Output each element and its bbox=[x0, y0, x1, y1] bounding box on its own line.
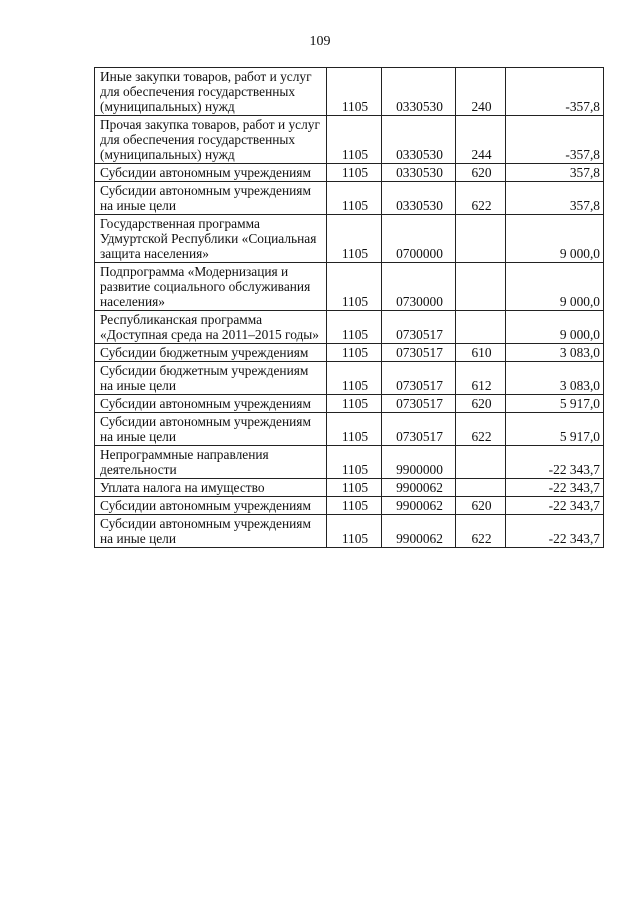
row-name-cell: Уплата налога на имущество bbox=[95, 479, 327, 497]
row-section-code: 1105 bbox=[327, 395, 382, 413]
row-name-cell: Республиканская программа «Доступная среда на 2011–2015 годы» bbox=[95, 311, 327, 344]
row-section-code: 1105 bbox=[327, 116, 382, 164]
table-row bbox=[95, 182, 604, 215]
row-amount: -22 343,7 bbox=[506, 515, 604, 548]
table-row bbox=[95, 395, 604, 413]
row-section-code: 1105 bbox=[327, 515, 382, 548]
row-target-code: 0730517 bbox=[382, 395, 456, 413]
row-expense-type bbox=[456, 263, 506, 311]
row-amount: 3 083,0 bbox=[506, 344, 604, 362]
table-row bbox=[95, 413, 604, 446]
row-section-code: 1105 bbox=[327, 68, 382, 116]
row-expense-type: 622 bbox=[456, 182, 506, 215]
row-amount: -357,8 bbox=[506, 68, 604, 116]
row-target-code: 9900062 bbox=[382, 515, 456, 548]
row-name-cell: Субсидии автономным учреждениям bbox=[95, 497, 327, 515]
row-name-cell: Непрограммные направления деятельности bbox=[95, 446, 327, 479]
row-target-code: 0330530 bbox=[382, 116, 456, 164]
row-section-code: 1105 bbox=[327, 263, 382, 311]
row-target-code: 0700000 bbox=[382, 215, 456, 263]
table-row bbox=[95, 68, 604, 116]
row-section-code: 1105 bbox=[327, 479, 382, 497]
table-row bbox=[95, 479, 604, 497]
table-row bbox=[95, 263, 604, 311]
budget-table-body bbox=[95, 68, 604, 548]
row-expense-type bbox=[456, 311, 506, 344]
row-target-code: 0330530 bbox=[382, 68, 456, 116]
row-amount: 357,8 bbox=[506, 182, 604, 215]
row-target-code: 9900000 bbox=[382, 446, 456, 479]
row-amount: 9 000,0 bbox=[506, 311, 604, 344]
row-expense-type: 612 bbox=[456, 362, 506, 395]
row-name-cell: Субсидии автономным учреждениям на иные цели bbox=[95, 182, 327, 215]
row-section-code: 1105 bbox=[327, 362, 382, 395]
budget-table bbox=[94, 67, 604, 548]
row-amount: 5 917,0 bbox=[506, 395, 604, 413]
row-section-code: 1105 bbox=[327, 446, 382, 479]
row-name-cell: Государственная программа Удмуртской Республики «Социальная защита населения» bbox=[95, 215, 327, 263]
table-row bbox=[95, 515, 604, 548]
row-name-cell: Прочая закупка товаров, работ и услуг для обеспечения государственных (муниципальных) нужд bbox=[95, 116, 327, 164]
row-expense-type: 240 bbox=[456, 68, 506, 116]
row-amount: 9 000,0 bbox=[506, 215, 604, 263]
row-name-cell: Субсидии автономным учреждениям на иные цели bbox=[95, 413, 327, 446]
row-expense-type: 620 bbox=[456, 395, 506, 413]
row-name-cell: Субсидии бюджетным учреждениям bbox=[95, 344, 327, 362]
row-expense-type: 622 bbox=[456, 413, 506, 446]
table-row bbox=[95, 311, 604, 344]
row-amount: -357,8 bbox=[506, 116, 604, 164]
row-expense-type: 620 bbox=[456, 164, 506, 182]
row-target-code: 0730517 bbox=[382, 362, 456, 395]
row-expense-type: 622 bbox=[456, 515, 506, 548]
row-section-code: 1105 bbox=[327, 311, 382, 344]
row-name-cell: Субсидии автономным учреждениям bbox=[95, 395, 327, 413]
row-amount: 5 917,0 bbox=[506, 413, 604, 446]
table-row bbox=[95, 446, 604, 479]
row-amount: 3 083,0 bbox=[506, 362, 604, 395]
table-row bbox=[95, 344, 604, 362]
table-row bbox=[95, 116, 604, 164]
row-amount: -22 343,7 bbox=[506, 479, 604, 497]
row-expense-type bbox=[456, 215, 506, 263]
row-name-cell: Подпрограмма «Модернизация и развитие социального обслуживания населения» bbox=[95, 263, 327, 311]
table-row bbox=[95, 362, 604, 395]
row-target-code: 0730517 bbox=[382, 344, 456, 362]
row-target-code: 0330530 bbox=[382, 164, 456, 182]
row-amount: 9 000,0 bbox=[506, 263, 604, 311]
row-target-code: 9900062 bbox=[382, 497, 456, 515]
page-number: 109 bbox=[309, 34, 331, 49]
row-section-code: 1105 bbox=[327, 164, 382, 182]
row-expense-type: 620 bbox=[456, 497, 506, 515]
row-target-code: 0730517 bbox=[382, 311, 456, 344]
row-name-cell: Субсидии бюджетным учреждениям на иные цели bbox=[95, 362, 327, 395]
row-section-code: 1105 bbox=[327, 497, 382, 515]
table-row bbox=[95, 164, 604, 182]
row-section-code: 1105 bbox=[327, 413, 382, 446]
row-name-cell: Субсидии автономным учреждениям bbox=[95, 164, 327, 182]
row-target-code: 0330530 bbox=[382, 182, 456, 215]
row-target-code: 0730000 bbox=[382, 263, 456, 311]
row-expense-type: 610 bbox=[456, 344, 506, 362]
row-section-code: 1105 bbox=[327, 182, 382, 215]
row-amount: -22 343,7 bbox=[506, 446, 604, 479]
row-amount: 357,8 bbox=[506, 164, 604, 182]
row-name-cell: Субсидии автономным учреждениям на иные цели bbox=[95, 515, 327, 548]
row-target-code: 0730517 bbox=[382, 413, 456, 446]
row-section-code: 1105 bbox=[327, 344, 382, 362]
table-row bbox=[95, 215, 604, 263]
row-expense-type bbox=[456, 479, 506, 497]
row-name-cell: Иные закупки товаров, работ и услуг для обеспечения государственных (муниципальных) нужд bbox=[95, 68, 327, 116]
row-target-code: 9900062 bbox=[382, 479, 456, 497]
row-expense-type: 244 bbox=[456, 116, 506, 164]
table-row bbox=[95, 497, 604, 515]
row-amount: -22 343,7 bbox=[506, 497, 604, 515]
row-expense-type bbox=[456, 446, 506, 479]
row-section-code: 1105 bbox=[327, 215, 382, 263]
